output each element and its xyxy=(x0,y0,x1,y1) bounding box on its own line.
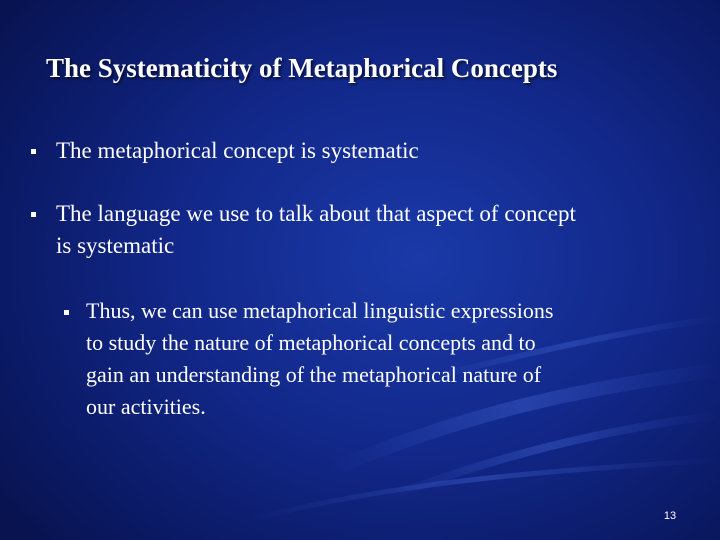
bullet-line: The metaphorical concept is systematic xyxy=(56,138,419,163)
bullet-line: Thus, we can use metaphorical linguistic expressions xyxy=(86,298,554,323)
square-bullet-icon xyxy=(64,310,69,315)
bullet-line: The language we use to talk about that aspect of concept xyxy=(56,201,576,226)
bullet-line: gain an understanding of the metaphorical nature of xyxy=(86,362,542,387)
bullet-line: to study the nature of metaphorical concepts and to xyxy=(86,330,536,355)
bullet-item-2 xyxy=(56,198,696,262)
bullet-item-1 xyxy=(56,135,696,167)
bullet-line: our activities. xyxy=(86,394,206,419)
square-bullet-icon xyxy=(31,212,36,217)
bullet-line: is systematic xyxy=(56,233,175,258)
page-number: 13 xyxy=(663,510,677,522)
bullet-item-3 xyxy=(86,295,696,423)
slide-title: The Systematicity of Metaphorical Concepts xyxy=(46,53,558,83)
square-bullet-icon xyxy=(31,149,36,154)
